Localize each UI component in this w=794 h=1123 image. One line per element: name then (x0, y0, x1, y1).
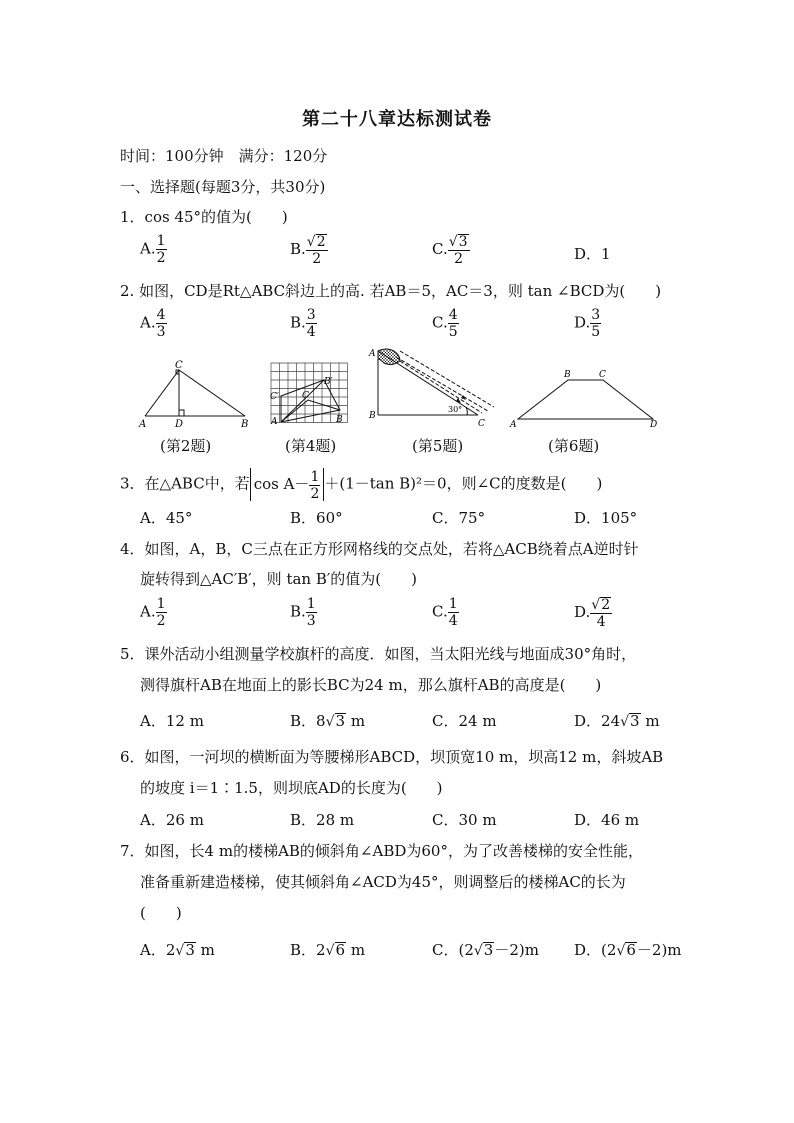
q6-option-d[interactable]: D．46 m (574, 811, 640, 829)
caption-q2: (第2题) (160, 437, 212, 455)
label-A: A (271, 417, 278, 427)
q2-option-a[interactable] (140, 308, 167, 339)
q2-option-b[interactable] (290, 308, 317, 339)
fraction: $\frac{3}{4}$ (306, 307, 316, 340)
q5-option-d[interactable]: D．24√3 m (574, 712, 660, 730)
absolute-value: cos A－ $\frac{1}{2}$ (250, 468, 325, 501)
q1-option-c[interactable] (432, 234, 470, 266)
q5-stem-line2: 测得旗杆AB在地面上的影长BC为24 m，那么旗杆AB的高度是( ) (140, 676, 602, 694)
q1-option-b[interactable] (290, 234, 328, 266)
q1-option-d[interactable]: D．1 (574, 245, 611, 263)
fraction: $\frac{1}{2}$ (156, 596, 166, 629)
q6-stem-line1: 6．如图，一河坝的横断面为等腰梯形ABCD，坝顶宽10 m，坝高12 m，斜坡AB (120, 748, 664, 766)
q3-option-c[interactable]: C．75° (432, 509, 486, 527)
caption-q6: (第6题) (548, 437, 600, 455)
label-Cprime: C′ (270, 392, 279, 402)
option-label: C. (432, 313, 448, 332)
option-label: D. (574, 603, 591, 621)
q2-stem: 2. 如图，CD是Rt△ABC斜边上的高. 若AB＝5，AC＝3，则 tan ∠BCD为( ) (120, 282, 662, 300)
label-angle: 30° (448, 405, 463, 414)
fraction: $\frac{1}{2}$ (156, 233, 166, 266)
label-A: A (510, 420, 517, 428)
figure-q6 (508, 366, 663, 428)
q6-option-c[interactable]: C．30 m (432, 811, 497, 829)
q4-stem-line2: 旋转得到△AC′B′，则 tan B′的值为( ) (140, 570, 417, 588)
option-label: A. (140, 602, 156, 621)
fraction: $\frac{√2}{2}$ (306, 234, 326, 267)
q4-option-c[interactable] (432, 597, 459, 628)
fraction: $\frac{4}{5}$ (448, 307, 458, 340)
q1-stem: 1．cos 45°的值为( ) (120, 208, 288, 226)
q2-option-c[interactable] (432, 308, 459, 339)
fraction: $\frac{1}{4}$ (448, 596, 458, 629)
q7-option-a[interactable]: A．2√3 m (140, 941, 215, 959)
figure-q2 (135, 358, 255, 430)
q7-stem-line3: ( ) (140, 904, 182, 922)
label-C: C (599, 370, 606, 380)
figure-q4 (268, 360, 353, 428)
exam-meta: 时间：100分钟 满分：120分 (120, 147, 328, 165)
label-A: A (139, 419, 147, 430)
q5-stem-line1: 5．课外活动小组测量学校旗杆的高度．如图，当太阳光线与地面成30°角时， (120, 645, 637, 663)
q1-option-a[interactable] (140, 234, 167, 265)
fraction: $\frac{√2}{4}$ (591, 597, 611, 630)
option-label: A. (140, 239, 156, 258)
q4-option-d[interactable] (574, 597, 612, 629)
option-label: C. (432, 602, 448, 621)
fraction: $\frac{1}{3}$ (306, 596, 316, 629)
q3-option-b[interactable]: B．60° (290, 509, 343, 527)
q5-option-b[interactable]: B．8√3 m (290, 712, 366, 730)
label-Bprime: B′ (324, 377, 333, 387)
option-label: C. (432, 240, 448, 258)
option-label: B. (290, 240, 306, 258)
label-B: B (241, 419, 249, 430)
option-label: A. (140, 313, 156, 332)
q7-stem-line2: 准备重新建造楼梯，使其倾斜角∠ACD为45°，则调整后的楼梯AC的长为 (140, 873, 626, 891)
section-heading: 一、选择题(每题3分，共30分) (120, 178, 326, 196)
option-label: B. (290, 313, 306, 332)
q7-option-d[interactable]: D．(2√6－2)m (574, 941, 682, 959)
figure-q5 (366, 345, 501, 430)
label-D: D (175, 419, 184, 430)
option-label: B. (290, 602, 306, 621)
q4-option-a[interactable] (140, 597, 167, 628)
q7-option-b[interactable]: B．2√6 m (290, 941, 366, 959)
label-C: C (478, 419, 485, 429)
fraction: $\frac{3}{5}$ (591, 307, 601, 340)
page-title: 第二十八章达标测试卷 (302, 109, 492, 130)
q3-option-a[interactable]: A．45° (140, 509, 193, 527)
q4-option-b[interactable] (290, 597, 317, 628)
label-D: D (650, 420, 658, 428)
option-label: D. (574, 313, 591, 332)
q3-option-d[interactable]: D．105° (574, 509, 638, 527)
label-C: C (175, 360, 183, 371)
label-B: B (369, 411, 376, 421)
fraction: $\frac{√3}{2}$ (448, 234, 468, 267)
label-C: C (302, 391, 309, 401)
q4-stem-line1: 4．如图，A，B，C三点在正方形网格线的交点处，若将△ACB绕着点A逆时针 (120, 540, 639, 558)
q5-option-c[interactable]: C．24 m (432, 712, 497, 730)
q5-option-a[interactable]: A．12 m (140, 712, 204, 730)
q7-stem-line1: 7．如图，长4 m的楼梯AB的倾斜角∠ABD为60°，为了改善楼梯的安全性能， (120, 842, 643, 860)
fraction: $\frac{1}{2}$ (310, 468, 320, 502)
q6-stem-line2: 的坡度 i＝1∶1.5，则坝底AD的长度为( ) (140, 779, 443, 797)
caption-q5: (第5题) (412, 437, 464, 455)
label-B: B (564, 370, 571, 380)
q2-option-d[interactable] (574, 308, 601, 339)
q7-option-c[interactable]: C．(2√3－2)m (432, 941, 539, 959)
q3-stem: 3．在△ABC中，若 cos A－ $\frac{1}{2}$ ＋(1－tan B)²＝0，则∠C的度数是( ) (120, 468, 603, 502)
q6-option-a[interactable]: A．26 m (140, 811, 204, 829)
label-A: A (369, 349, 376, 359)
label-B: B (336, 415, 343, 425)
fraction: $\frac{4}{3}$ (156, 307, 166, 340)
q6-option-b[interactable]: B．28 m (290, 811, 355, 829)
caption-q4: (第4题) (285, 437, 337, 455)
